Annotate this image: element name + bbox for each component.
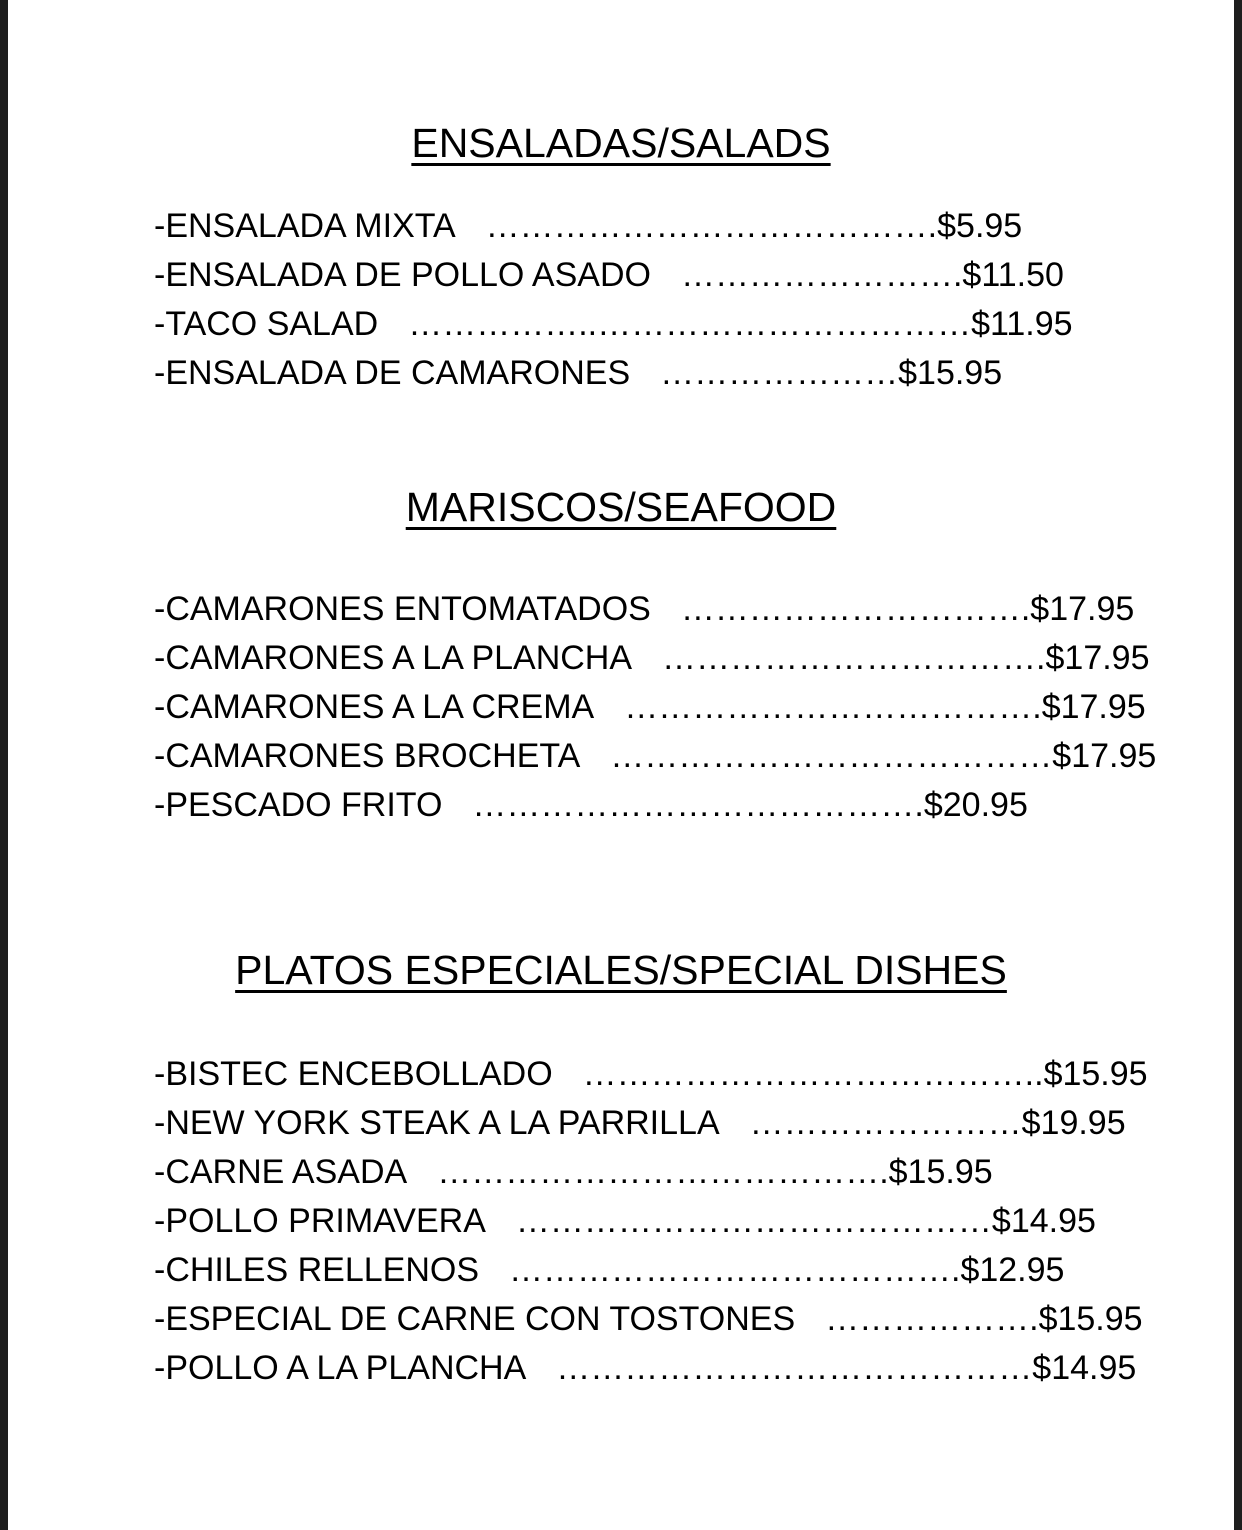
dot-leader: ……………..…………………………… xyxy=(408,305,972,343)
menu-item xyxy=(154,732,1157,781)
section-title: MARISCOS/SEAFOOD xyxy=(405,484,837,530)
item-price: $19.95 xyxy=(1021,1104,1126,1142)
section-heading-salads xyxy=(8,118,1234,168)
left-border xyxy=(0,0,8,1530)
dot-leader: …………………………. xyxy=(680,590,1031,628)
menu-list-special-dishes xyxy=(154,1050,1154,1393)
item-name: -BISTEC ENCEBOLLADO xyxy=(154,1055,553,1093)
item-price: $17.95 xyxy=(1045,639,1150,677)
item-price: $17.95 xyxy=(1052,737,1157,775)
item-name: -ENSALADA MIXTA xyxy=(154,207,456,245)
item-price: $17.95 xyxy=(1041,688,1146,726)
item-name: -ESPECIAL DE CARNE CON TOSTONES xyxy=(154,1300,796,1338)
section-heading-seafood xyxy=(8,482,1234,532)
menu-item xyxy=(154,585,1154,634)
menu-item xyxy=(154,300,1154,349)
item-price: $11.50 xyxy=(962,256,1064,294)
dot-leader: ………………………………….. xyxy=(582,1055,1044,1093)
right-border xyxy=(1234,0,1242,1530)
menu-item xyxy=(154,202,1154,251)
item-name: -POLLO PRIMAVERA xyxy=(154,1202,486,1240)
menu-item xyxy=(154,251,1154,300)
item-price: $15.95 xyxy=(1043,1055,1148,1093)
menu-list-seafood xyxy=(154,585,1157,830)
section-title: PLATOS ESPECIALES/SPECIAL DISHES xyxy=(235,947,1007,993)
item-price: $12.95 xyxy=(960,1251,1065,1289)
menu-item xyxy=(154,1197,1154,1246)
item-price: $11.95 xyxy=(971,305,1073,343)
item-price: $15.95 xyxy=(1038,1300,1143,1338)
menu-item xyxy=(154,349,1154,398)
item-price: $14.95 xyxy=(991,1202,1096,1240)
section-title: ENSALADAS/SALADS xyxy=(411,120,831,166)
item-price: $15.95 xyxy=(888,1153,993,1191)
menu-item xyxy=(154,1246,1154,1295)
menu-item xyxy=(154,1295,1154,1344)
dot-leader: ………………… xyxy=(660,354,899,392)
dot-leader: ……………………. xyxy=(680,256,963,294)
dot-leader: …………………………………… xyxy=(515,1202,992,1240)
dot-leader: …………………………………. xyxy=(485,207,938,245)
item-price: $14.95 xyxy=(1032,1349,1137,1387)
section-heading-special-dishes xyxy=(8,945,1234,995)
item-name: -POLLO A LA PLANCHA xyxy=(154,1349,527,1387)
menu-item xyxy=(154,1099,1154,1148)
dot-leader: …………………………………. xyxy=(437,1153,889,1191)
menu-item xyxy=(154,1050,1154,1099)
dot-leader: ………………………………… xyxy=(610,737,1053,775)
dot-leader: …………………………………… xyxy=(556,1349,1033,1387)
item-price: $15.95 xyxy=(898,354,1003,392)
dot-leader: ……………………………. xyxy=(662,639,1046,677)
dot-leader: …………………………………. xyxy=(472,786,924,824)
item-name: -CAMARONES A LA PLANCHA xyxy=(154,639,633,677)
item-name: -TACO SALAD xyxy=(154,305,379,343)
dot-leader: …………………………………. xyxy=(509,1251,961,1289)
menu-item xyxy=(154,1344,1154,1393)
item-price: $20.95 xyxy=(923,786,1028,824)
item-name: -CAMARONES ENTOMATADOS xyxy=(154,590,651,628)
menu-item xyxy=(154,781,1154,830)
dot-leader: ………………………………. xyxy=(624,688,1042,726)
item-name: -CHILES RELLENOS xyxy=(154,1251,479,1289)
dot-leader: ………………. xyxy=(825,1300,1039,1338)
menu-page xyxy=(8,0,1234,1530)
item-name: -CAMARONES BROCHETA xyxy=(154,737,581,775)
item-price: $17.95 xyxy=(1030,590,1135,628)
menu-item xyxy=(154,683,1154,732)
menu-item xyxy=(154,1148,1154,1197)
item-name: -ENSALADA DE CAMARONES xyxy=(154,354,631,392)
menu-item xyxy=(154,634,1154,683)
item-name: -ENSALADA DE POLLO ASADO xyxy=(154,256,651,294)
item-name: -CARNE ASADA xyxy=(154,1153,408,1191)
item-price: $5.95 xyxy=(937,207,1023,245)
item-name: -PESCADO FRITO xyxy=(154,786,443,824)
item-name: -CAMARONES A LA CREMA xyxy=(154,688,595,726)
item-name: -NEW YORK STEAK A LA PARRILLA xyxy=(154,1104,720,1142)
menu-list-salads xyxy=(154,202,1154,398)
dot-leader: …………………… xyxy=(749,1104,1022,1142)
